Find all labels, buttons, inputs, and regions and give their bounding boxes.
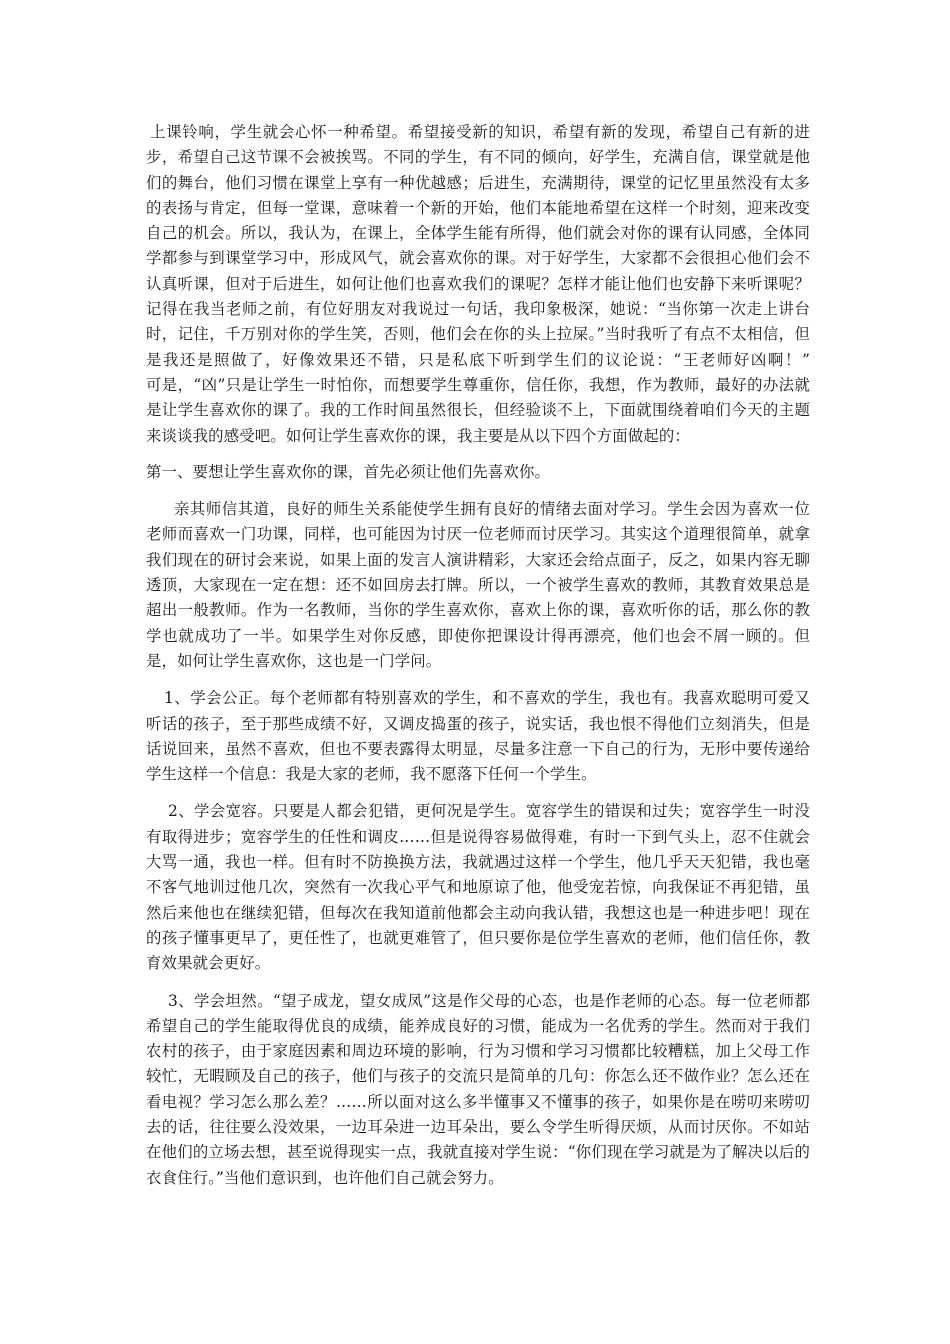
paragraph-fairness: 1、学会公正。每个老师都有特别喜欢的学生，和不喜欢的学生，我也有。我喜欢聪明可爱又听话的孩子，至于那些成绩不好，又调皮捣蛋的孩子，说实话，我也恨不得他们立刻消失，但是话说回来，虽然不喜欢，但也不要表露得太明显，尽量多注意一下自己的行为，无形中要传递给学生这样一个信息：我是大家的老师，我不愿落下任何一个学生。 (146, 689, 810, 784)
paragraph-calmness: 3、学会坦然。“望子成龙，望女成凤”这是作父母的心态，也是作老师的心态。每一位老师都希望自己的学生能取得优良的成绩，能养成良好的习惯，能成为一名优秀的学生。然而对于我们农村的孩子，由于家庭因素和周边环境的影响，行为习惯和学习习惯都比较糟糕，加上父母工作较忙，无暇顾及自己的孩子，他们与孩子的交流只是简单的几句：你怎么还不做作业？怎么还在看电视？学习怎么那么差？……所以面对这么多半懂事又不懂事的孩子，如果你是在唠叨来唠叨去的话，往往要么没效果，一边耳朵进一边耳朵出，要么令学生听得厌烦，从而讨厌你。不如站在他们的立场去想，甚至说得现实一点，我就直接对学生说：“你们现在学习就是为了解决以后的衣食住行。”当他们意识到，也许他们自己就会努力。 (146, 991, 810, 1187)
paragraph-relationship: 亲其师信其道，良好的师生关系能使学生拥有良好的情绪去面对学习。学生会因为喜欢一位老师而喜欢一门功课，同样，也可能因为讨厌一位老师而讨厌学习。其实这个道理很简单，就拿我们现在的研讨会来说，如果上面的发言人演讲精彩，大家还会给点面子，反之，如果内容无聊透顶，大家现在一定在想：还不如回房去打牌。所以，一个被学生喜欢的教师，其教育效果总是超出一般教师。作为一名教师，当你的学生喜欢你，喜欢上你的课，喜欢听你的话，那么你的教学也就成功了一半。如果学生对你反感，即使你把课设计得再漂亮，他们也会不屑一顾的。但是，如何让学生喜欢你，这也是一门学问。 (146, 500, 810, 670)
paragraph-tolerance: 2、学会宽容。只要是人都会犯错，更何况是学生。宽容学生的错误和过失；宽容学生一时没有取得进步；宽容学生的任性和调皮……但是说得容易做得难，有时一下到气头上，忍不住就会大骂一通，我也一样。但有时不防换换方法，我就遇过这样一个学生，他几乎天天犯错，我也毫不客气地训过他几次，突然有一次我心平气和地原谅了他，他受宠若惊，向我保证不再犯错，虽然后来他也在继续犯错，但每次在我知道前他都会主动向我认错，我想这也是一种进步吧！现在的孩子懂事更早了，更任性了，也就更难管了，但只要你是位学生喜欢的老师，他们信任你，教育效果就会更好。 (146, 802, 810, 973)
section-heading-first: 第一、要想让学生喜欢你的课，首先必须让他们先喜欢你。 (146, 462, 551, 481)
document-page (146, 120, 857, 1191)
paragraph-intro: 上课铃响，学生就会心怀一种希望。希望接受新的知识，希望有新的发现，希望自己有新的进步，希望自己这节课不会被挨骂。不同的学生，有不同的倾向，好学生，充满自信，课堂就是他们的舞台，他们习惯在课堂上享有一种优越感；后进生，充满期待，课堂的记忆里虽然没有太多的表扬与肯定，但每一堂课，意味着一个新的开始，他们本能地希望在这样一个时刻，迎来改变自己的机会。所以，我认为，在课上，全体学生能有所得，他们就会对你的课有认同感，全体同学都参与到课堂学习中，形成风气，就会喜欢你的课。对于好学生，大家都不会很担心他们会不认真听课，但对于后进生，如何让他们也喜欢我们的课呢？怎样才能让他们也安静下来听课呢？记得在我当老师之前，有位好朋友对我说过一句话，我印象极深，她说：“当你第一次走上讲台时，记住，千万别对你的学生笑，否则，他们会在你的头上拉屎。”当时我听了有点不太相信，但是我还是照做了，好像效果还不错，只是私底下听到学生们的议论说：“王老师好凶啊！” 可是，“凶”只是让学生一时怕你，而想要学生尊重你，信任你，我想，作为教师，最好的办法就是让学生喜欢你的课了。我的工作时间虽然很长，但经验谈不上，下面就围绕着咱们今天的主题来谈谈我的感受吧。如何让学生喜欢你的课，我主要是从以下四个方面做起的： (146, 123, 857, 445)
